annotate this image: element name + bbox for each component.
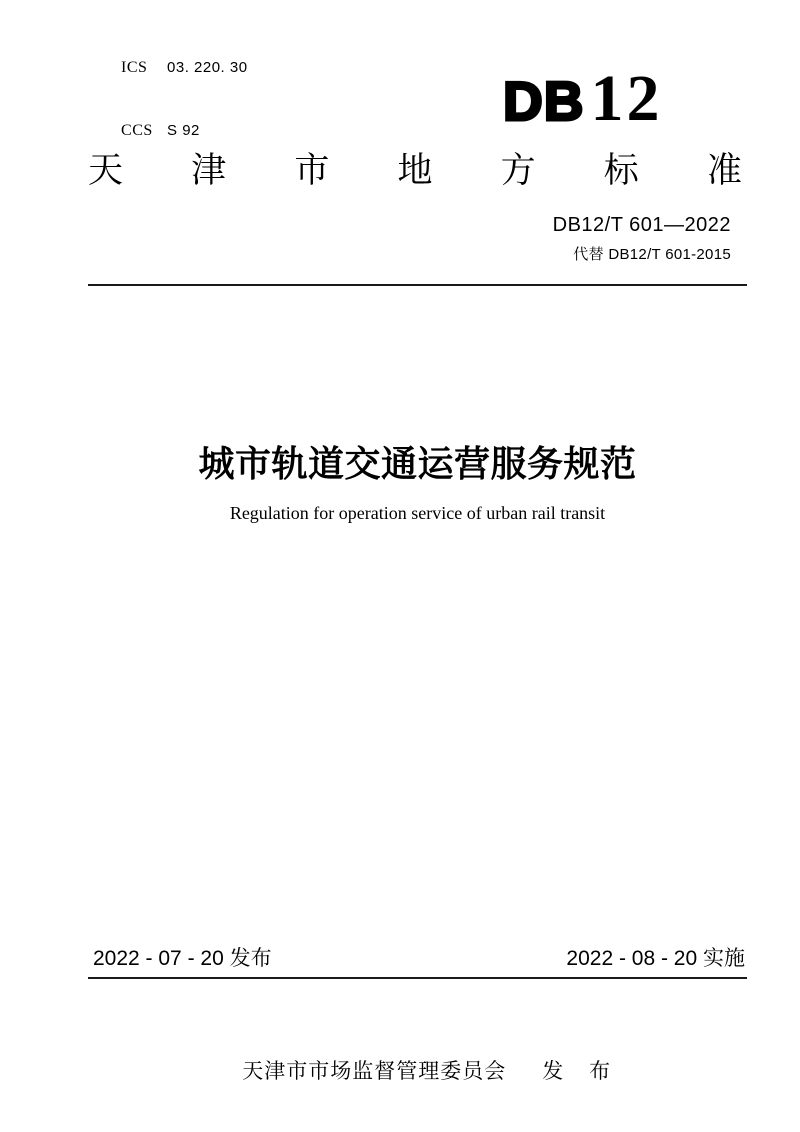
db12-logo bbox=[503, 62, 663, 135]
standard-category-title bbox=[88, 152, 742, 191]
replaces-note: 代替 DB12/T 601-2015 bbox=[573, 246, 731, 263]
header-divider-rule bbox=[88, 284, 747, 286]
classification-codes bbox=[93, 36, 248, 162]
document-title-chinese: 城市轨道交通运营服务规范 bbox=[198, 443, 637, 484]
standard-number: DB12/T 601—2022 bbox=[552, 214, 731, 236]
standard-category-char: 市 bbox=[294, 151, 330, 190]
publisher-name: 天津市市场监督管理委员会 bbox=[242, 1060, 507, 1083]
standard-category-char: 标 bbox=[603, 151, 639, 190]
standard-category-char: 津 bbox=[191, 151, 227, 190]
implement-date: 2022 - 08 - 20 实施 bbox=[566, 947, 745, 970]
publish-word: 发 布 bbox=[542, 1060, 621, 1083]
document-title-english: Regulation for operation service of urban rail transit bbox=[229, 503, 606, 523]
db12-logo-number: 12 bbox=[590, 62, 663, 135]
ccs-value: S 92 bbox=[167, 122, 200, 139]
ccs-label: CCS bbox=[121, 122, 153, 139]
standard-category-char: 天 bbox=[88, 151, 124, 190]
issue-date: 2022 - 07 - 20 发布 bbox=[93, 947, 272, 970]
standard-category-char: 地 bbox=[397, 151, 433, 190]
standard-category-char: 方 bbox=[500, 151, 536, 190]
dates-row bbox=[93, 946, 745, 971]
standard-category-char: 准 bbox=[706, 151, 742, 190]
db12-logo-db-letters: DB bbox=[503, 70, 585, 132]
footer-divider-rule bbox=[88, 977, 747, 979]
publisher-row bbox=[88, 1031, 747, 1109]
standard-number-block bbox=[553, 214, 731, 264]
ics-label: ICS bbox=[121, 59, 148, 76]
ics-value: 03. 220. 30 bbox=[167, 59, 248, 76]
ics-code-row bbox=[93, 36, 248, 99]
